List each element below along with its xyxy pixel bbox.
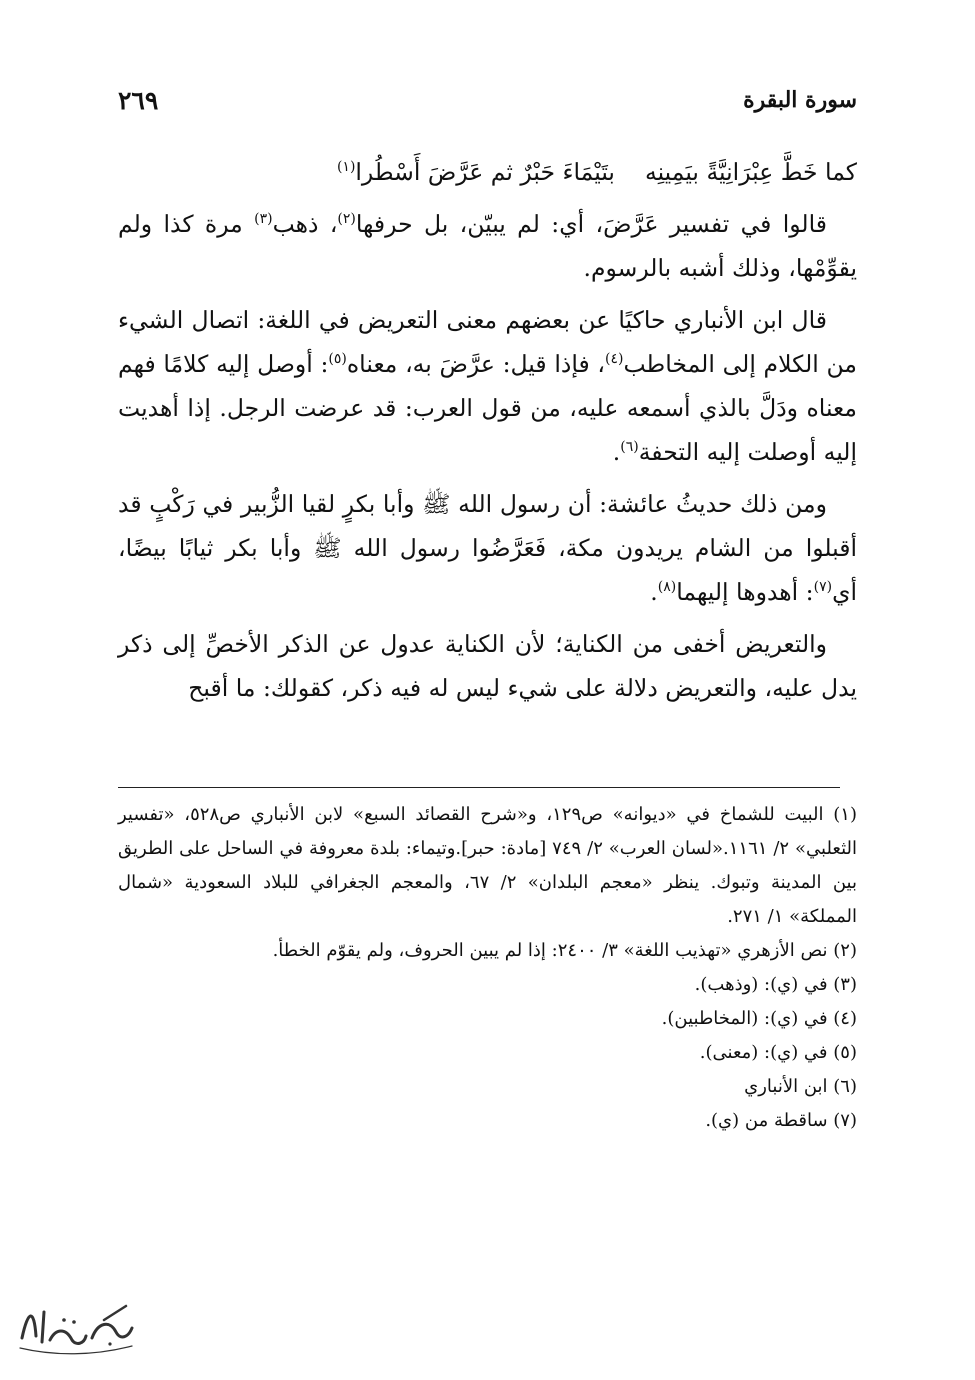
text-span: . [650,578,658,606]
footnote-6: (٦) ابن الأنباري [744,1076,857,1097]
footnote-ref: (٤) [605,351,624,368]
footnote-1: (١) البيت للشماخ في «ديوانه» ص١٢٩، و«شرح القصائد السبع» لابن الأنباري ص٥٢٨، «تفسير الثعلبي» ٢/ ١١٦١.«لسان العرب» ٢/ ٧٤٩ [مادة: حبر].وتيماء: بلدة معروفة في الساحل على الطريق بين المدينة وتبوك. ينظر «معجم البلدان» ٢/ ٦٧، والمعجم الجغرافي للبلاد السعودية «شمال المملكة» ١/ ٢٧١. [118,804,858,927]
footnote-ref: (٢) [337,211,356,228]
footnote-ref: (٧) [813,579,833,596]
paragraph-2 [118,298,857,474]
verse-hemistich-1: كما خَطَّ عِبْرَانِيَّةً بيَمِينِه [644,158,857,186]
text-span: . [612,438,621,466]
page-header [118,82,857,118]
paragraph-4: والتعريض أخفى من الكناية؛ لأن الكناية عدول عن الذكر الأخصِّ إلى ذكر يدل عليه، والتعريض دلالة على شيء ليس له فيه ذكر، كقولك: ما أقبح [118,630,857,702]
paragraph-1 [118,202,857,290]
text-span: قالوا في تفسير عَرَّضَ، أي: لم يبيّن، بل حرفها [355,210,827,238]
paragraph-3 [118,482,857,614]
footnote-5: (٥) في (ي): (معنى). [699,1042,857,1063]
surah-title: سورة البقرة [743,87,857,113]
text-span: : أوصل إليه كلامًا فهم معناه ودَلَّ بالذي أسمعه عليه، من قول العرب: قد عرضت الرجل. إذا أهديت إليه أوصلت إليه التحفة [118,350,857,466]
text-span: ومن ذلك حديثُ عائشة: أن رسول الله ﷺ وأبا بكرٍ لقيا الزُّبير في رَكْبٍ قد أقبلوا من الشام يريدون مكة، فَعَرَّضُوا رسول الله ﷺ وأبا بكر ثيابًا بيضًا، أي [118,490,857,606]
footnote-separator [118,787,840,788]
page-number: ٢٦٩ [118,85,159,115]
main-text [118,150,857,710]
footnote-7: (٧) ساقطة من (ي). [705,1110,857,1131]
footnote-ref: (٣) [254,211,273,228]
footnotes [118,798,857,1138]
poetry-verse [118,150,857,194]
footnote-4: (٤) في (ي): (المخاطبين). [661,1008,857,1029]
text-span: قال ابن الأنباري حاكيًا عن بعضهم معنى التعريض في اللغة: اتصال الشيء من الكلام إلى المخاطب [118,306,857,378]
text-span: ، فإذا قيل: عرَّضَ به، معناه [346,350,606,378]
footnote-3: (٣) في (ي): (وذهب). [694,974,857,995]
publisher-logo-icon [14,1298,139,1358]
footnote-ref: (٥) [328,351,347,368]
footnote-ref: (٦) [620,439,639,456]
footnote-ref: (١) [336,159,356,176]
verse-hemistich-2: بتَيْمَاءَ حَبْرٌ ثم عَرَّضَ أَسْطُرا [355,158,615,186]
text-span: : أهدوها إليهما [676,578,814,606]
footnote-2: (٢) نص الأزهري «تهذيب اللغة» ٣/ ٢٤٠٠: إذا لم يبين الحروف، ولم يقوّم الخطأ. [272,940,857,961]
footnote-ref: (٨) [657,579,677,596]
text-span: مرة كذا ولم يقوِّمْها، وذلك أشبه بالرسوم. [118,210,857,282]
text-span: ، ذهب [272,210,338,238]
